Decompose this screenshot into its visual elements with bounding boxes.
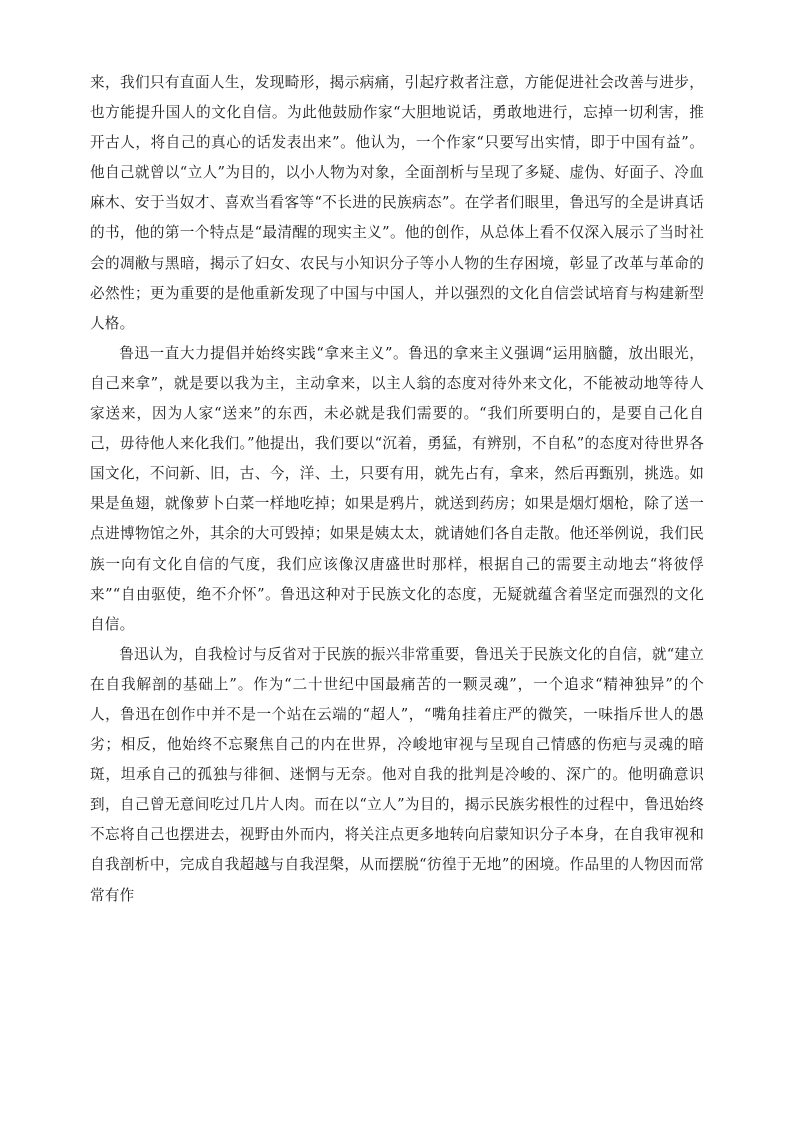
document-page (90, 68, 704, 911)
paragraph-nalai-zhuyi: 鲁迅一直大力提倡并始终实践“拿来主义”。鲁迅的拿来主义强调“运用脑髓，放出眼光，自己来拿”，就是要以我为主，主动拿来，以主人翁的态度对待外来文化，不能被动地等待人家送来，因为人家“送来”的东西，未必就是我们需要的。“我们所要明白的，是要自己化自己，毋待他人来化我们。”他提出，我们要以“沉着，勇猛，有辨别，不自私”的态度对待世界各国文化，不问新、旧，古、今，洋、土，只要有用，就先占有，拿来，然后再甄别，挑选。如果是鱼翅，就像萝卜白菜一样地吃掉；如果是鸦片，就送到药房；如果是烟灯烟枪，除了送一点进博物馆之外，其余的大可毁掉；如果是姨太太，就请她们各自走散。他还举例说，我们民族一向有文化自信的气度，我们应该像汉唐盛世时那样，根据自己的需要主动地去“将彼俘来”“自由驱使，绝不介怀”。鲁迅这种对于民族文化的态度，无疑就蕴含着坚定而强烈的文化自信。 (90, 344, 704, 633)
paragraph-continuation: 来，我们只有直面人生，发现畸形，揭示病痛，引起疗救者注意，方能促进社会改善与进步，也方能提升国人的文化自信。为此他鼓励作家“大胆地说话，勇敢地进行，忘掉一切利害，推开古人，将自己的真心的话发表出来”。他认为，一个作家“只要写出实情，即于中国有益”。他自己就曾以“立人”为目的，以小人物为对象，全面剖析与呈现了多疑、虚伪、好面子、冷血麻木、安于当奴才、喜欢当看客等“不长进的民族病态”。在学者们眼里，鲁迅写的全是讲真话的书，他的第一个特点是“最清醒的现实主义”。他的创作，从总体上看不仅深入展示了当时社会的凋敝与黑暗，揭示了妇女、农民与小知识分子等小人物的生存困境，彰显了改革与革命的必然性；更为重要的是他重新发现了中国与中国人，并以强烈的文化自信尝试培育与构建新型人格。 (90, 74, 704, 332)
paragraph-self-examination: 鲁迅认为，自我检讨与反省对于民族的振兴非常重要，鲁迅关于民族文化的自信，就“建立在自我解剖的基础上”。作为“二十世纪中国最痛苦的一颗灵魂”，一个追求“精神独异”的个人，鲁迅在创作中并不是一个站在云端的“超人”，“嘴角挂着庄严的微笑，一味指斥世人的愚劣；相反，他始终不忘聚焦自己的内在世界，冷峻地审视与呈现自己情感的伤疤与灵魂的暗斑，坦承自己的孤独与徘徊、迷惘与无奈。他对自我的批判是冷峻的、深广的。他明确意识到，自己曾无意间吃过几片人肉。而在以“立人”为目的，揭示民族劣根性的过程中，鲁迅始终不忘将自己也摆进去，视野由外而内，将关注点更多地转向启蒙知识分子本身，在自我审视和自我剖析中，完成自我超越与自我涅槃，从而摆脱“彷徨于无地”的困境。作品里的人物因而常常有作 (90, 645, 704, 904)
